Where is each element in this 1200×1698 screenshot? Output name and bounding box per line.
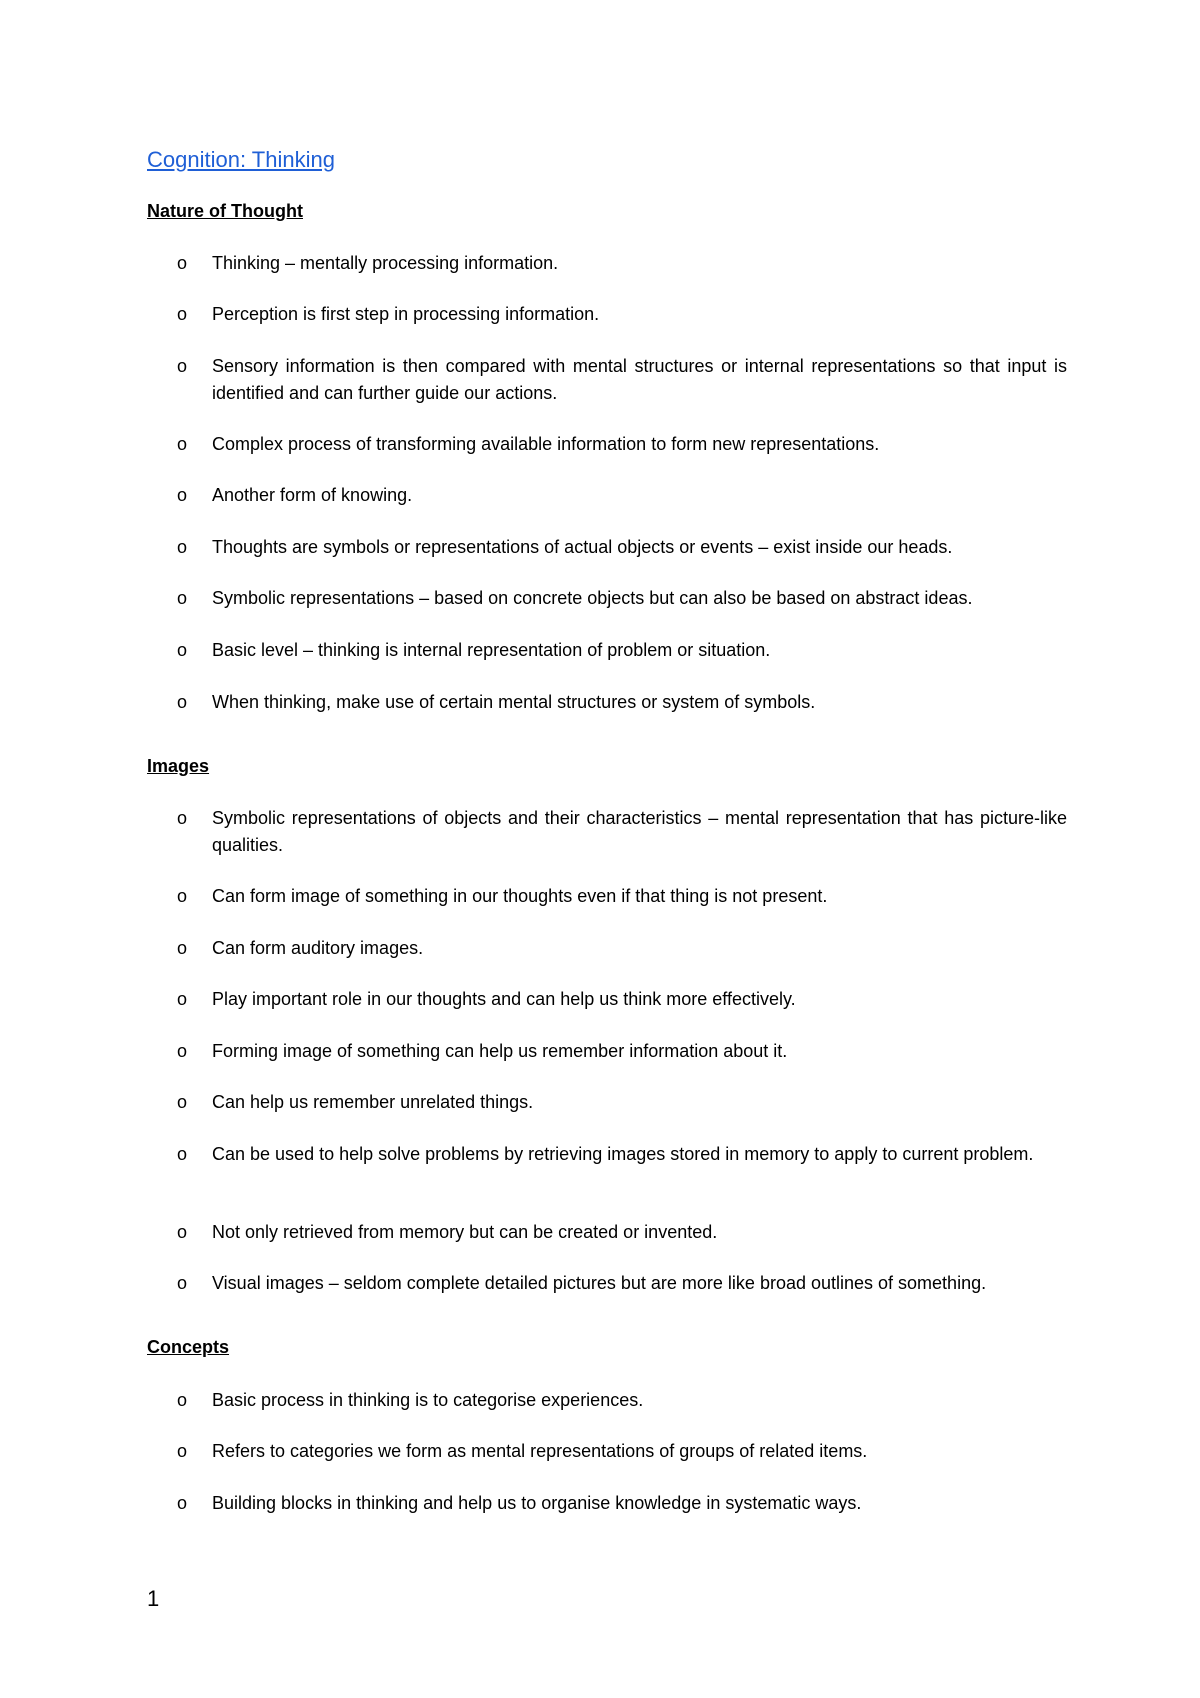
bullet-marker: o xyxy=(177,989,188,1009)
bullet-marker: o xyxy=(177,434,188,454)
list-item-text: Symbolic representations – based on concrete objects but can also be based on abstract ideas. xyxy=(212,588,973,608)
bullet-marker: o xyxy=(177,808,188,828)
list-item-text: Building blocks in thinking and help us to organise knowledge in systematic ways. xyxy=(212,1493,862,1513)
bullet-marker: o xyxy=(177,938,188,958)
document-title: Cognition: Thinking xyxy=(147,147,335,172)
bullet-marker: o xyxy=(177,640,188,660)
bullet-marker: o xyxy=(177,304,188,324)
list-item-text: Visual images – seldom complete detailed pictures but are more like broad outlines of something. xyxy=(212,1273,987,1293)
bullet-marker: o xyxy=(177,692,188,712)
bullet-marker: o xyxy=(177,1273,188,1293)
list-item-text: Can help us remember unrelated things. xyxy=(212,1092,534,1112)
list-item-text: Another form of knowing. xyxy=(212,485,413,505)
bullet-marker: o xyxy=(177,1390,188,1410)
list-item-text: Forming image of something can help us remember information about it. xyxy=(212,1041,788,1061)
bullet-marker: o xyxy=(177,1144,188,1164)
list-item-text: Not only retrieved from memory but can be created or invented. xyxy=(212,1222,718,1242)
list-item-text: Symbolic representations of objects and their characteristics – mental representation that has picture-like qualities. xyxy=(212,808,1067,855)
list-item-text: Basic process in thinking is to categorise experiences. xyxy=(212,1390,644,1410)
bullet-marker: o xyxy=(177,588,188,608)
bullet-marker: o xyxy=(177,485,188,505)
list-item-text: Complex process of transforming available information to form new representations. xyxy=(212,434,880,454)
list-item-text: Sensory information is then compared with mental structures or internal representations so that input is identified and can further guide our actions. xyxy=(212,356,1067,403)
list-item-text: Can form auditory images. xyxy=(212,938,424,958)
page-number: 1 xyxy=(147,1586,160,1611)
list-item-text: Play important role in our thoughts and can help us think more effectively. xyxy=(212,989,796,1009)
list-item-text: Thinking – mentally processing information. xyxy=(212,253,559,273)
section-heading-nature-of-thought: Nature of Thought xyxy=(147,201,303,221)
section-heading-images: Images xyxy=(147,756,210,776)
bullet-marker: o xyxy=(177,1041,188,1061)
list-item-text: Can be used to help solve problems by retrieving images stored in memory to apply to current problem. xyxy=(212,1144,1034,1164)
list-item-text: When thinking, make use of certain mental structures or system of symbols. xyxy=(212,692,816,712)
list-item-text: Thoughts are symbols or representations of actual objects or events – exist inside our heads. xyxy=(212,537,953,557)
bullet-marker: o xyxy=(177,886,188,906)
bullet-marker: o xyxy=(177,1441,188,1461)
bullet-marker: o xyxy=(177,537,188,557)
list-item-text: Basic level – thinking is internal representation of problem or situation. xyxy=(212,640,771,660)
list-item-text: Can form image of something in our thoughts even if that thing is not present. xyxy=(212,886,828,906)
bullet-marker: o xyxy=(177,1493,188,1513)
bullet-marker: o xyxy=(177,1222,188,1242)
list-item-text: Refers to categories we form as mental representations of groups of related items. xyxy=(212,1441,868,1461)
bullet-marker: o xyxy=(177,356,188,376)
section-heading-concepts: Concepts xyxy=(147,1337,230,1357)
list-item-text: Perception is first step in processing information. xyxy=(212,304,600,324)
bullet-marker: o xyxy=(177,253,188,273)
bullet-marker: o xyxy=(177,1092,188,1112)
